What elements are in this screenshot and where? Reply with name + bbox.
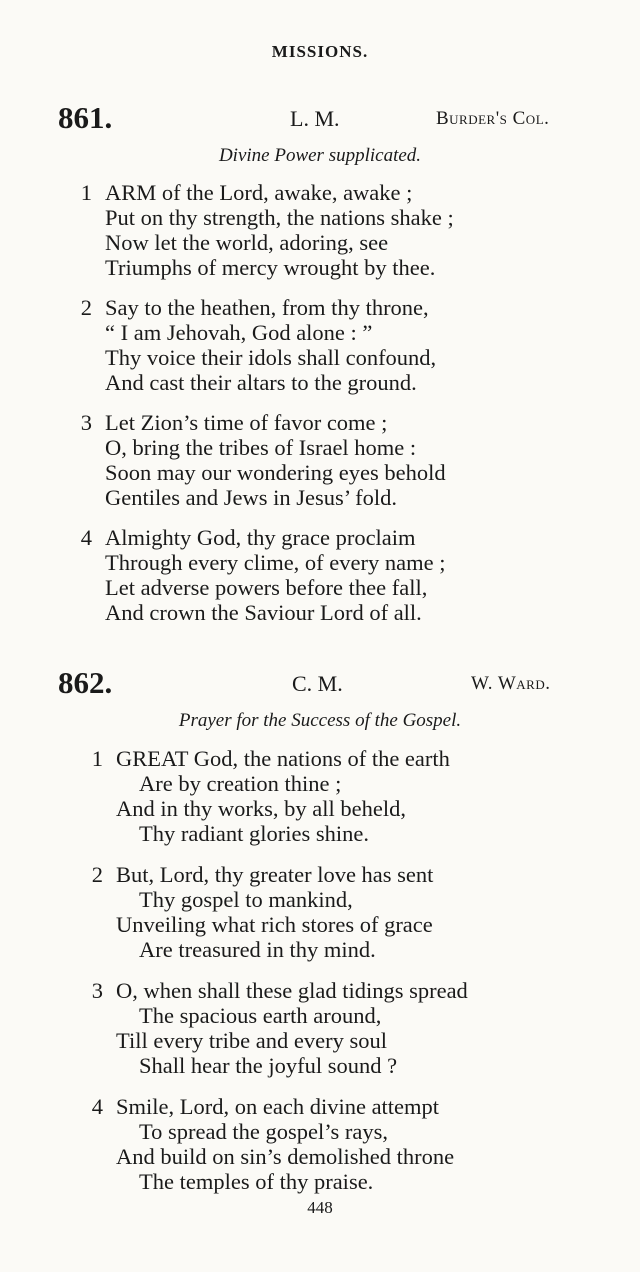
- verse-number: 2: [80, 295, 92, 320]
- hymn-862-stanza-4: [0, 1094, 454, 1194]
- verse-line: 2 But, Lord, thy greater love has sent: [0, 862, 433, 887]
- verse-line: Thy voice their idols shall confound,: [105, 345, 437, 370]
- hymn-862-header: [0, 665, 640, 705]
- hymn-meter: L. M.: [290, 106, 340, 131]
- verse-line: 1 ARM of the Lord, awake, awake ;: [0, 180, 454, 205]
- verse-line: Let adverse powers before thee fall,: [105, 575, 428, 600]
- verse-line: 4 Smile, Lord, on each divine attempt: [0, 1094, 454, 1119]
- verse-line: Are treasured in thy mind.: [139, 937, 376, 962]
- hymn-author: Burder's Col.: [436, 108, 550, 129]
- hymn-862-stanza-2: [0, 862, 433, 962]
- verse-number: 1: [91, 746, 103, 771]
- verse-line: “ I am Jehovah, God alone : ”: [105, 320, 373, 345]
- hymn-subtitle: Divine Power supplicated.: [218, 145, 422, 166]
- running-head: MISSIONS.: [271, 42, 369, 61]
- verse-number: 4: [80, 525, 92, 550]
- hymn-861-stanza-4: [0, 525, 446, 625]
- verse-line: O, bring the tribes of Israel home :: [105, 435, 417, 460]
- verse-line: Through every clime, of every name ;: [105, 550, 446, 575]
- verse-line: The spacious earth around,: [139, 1003, 382, 1028]
- verse-line: Thy gospel to mankind,: [139, 887, 353, 912]
- verse-number: 2: [91, 862, 103, 887]
- verse-line: 4 Almighty God, thy grace proclaim: [0, 525, 446, 550]
- verse-line: And build on sin’s demolished throne: [116, 1144, 455, 1169]
- verse-line: Shall hear the joyful sound ?: [139, 1053, 398, 1078]
- verse-number: 3: [91, 978, 103, 1003]
- verse-line: Soon may our wondering eyes behold: [105, 460, 446, 485]
- verse-line: And crown the Saviour Lord of all.: [105, 600, 422, 625]
- hymn-861-stanza-1: [0, 180, 454, 280]
- verse-line: Triumphs of mercy wrought by thee.: [105, 255, 436, 280]
- hymn-author: W. Ward.: [471, 673, 551, 694]
- verse-line: Unveiling what rich stores of grace: [116, 912, 433, 937]
- verse-line: The temples of thy praise.: [139, 1169, 374, 1194]
- hymn-862-stanza-3: [0, 978, 468, 1078]
- verse-line: 3 Let Zion’s time of favor come ;: [0, 410, 446, 435]
- verse-line: Gentiles and Jews in Jesus’ fold.: [105, 485, 398, 510]
- verse-line: 1 GREAT God, the nations of the earth: [0, 746, 450, 771]
- hymn-862-stanza-1: [0, 746, 450, 846]
- hymn-subtitle: Prayer for the Success of the Gospel.: [178, 710, 462, 731]
- hymn-number: 862.: [58, 665, 113, 700]
- verse-line: Now let the world, adoring, see: [105, 230, 389, 255]
- verse-line: Thy radiant glories shine.: [139, 821, 369, 846]
- verse-line: To spread the gospel’s rays,: [139, 1119, 388, 1144]
- verse-number: 1: [80, 180, 92, 205]
- hymn-861-header: [0, 100, 640, 140]
- verse-number: 4: [91, 1094, 103, 1119]
- verse-line: 3 O, when shall these glad tidings spread: [0, 978, 468, 1003]
- hymn-meter: C. M.: [292, 671, 343, 696]
- page-number: 448: [307, 1198, 333, 1217]
- verse-line: And in thy works, by all beheld,: [116, 796, 406, 821]
- verse-number: 3: [80, 410, 92, 435]
- verse-line: Till every tribe and every soul: [116, 1028, 387, 1053]
- hymn-861-stanza-2: [0, 295, 436, 395]
- verse-line: 2 Say to the heathen, from thy throne,: [0, 295, 436, 320]
- hymn-861-stanza-3: [0, 410, 446, 510]
- verse-line: And cast their altars to the ground.: [105, 370, 417, 395]
- verse-line: Are by creation thine ;: [139, 771, 342, 796]
- hymn-number: 861.: [58, 100, 113, 135]
- verse-line: Put on thy strength, the nations shake ;: [105, 205, 454, 230]
